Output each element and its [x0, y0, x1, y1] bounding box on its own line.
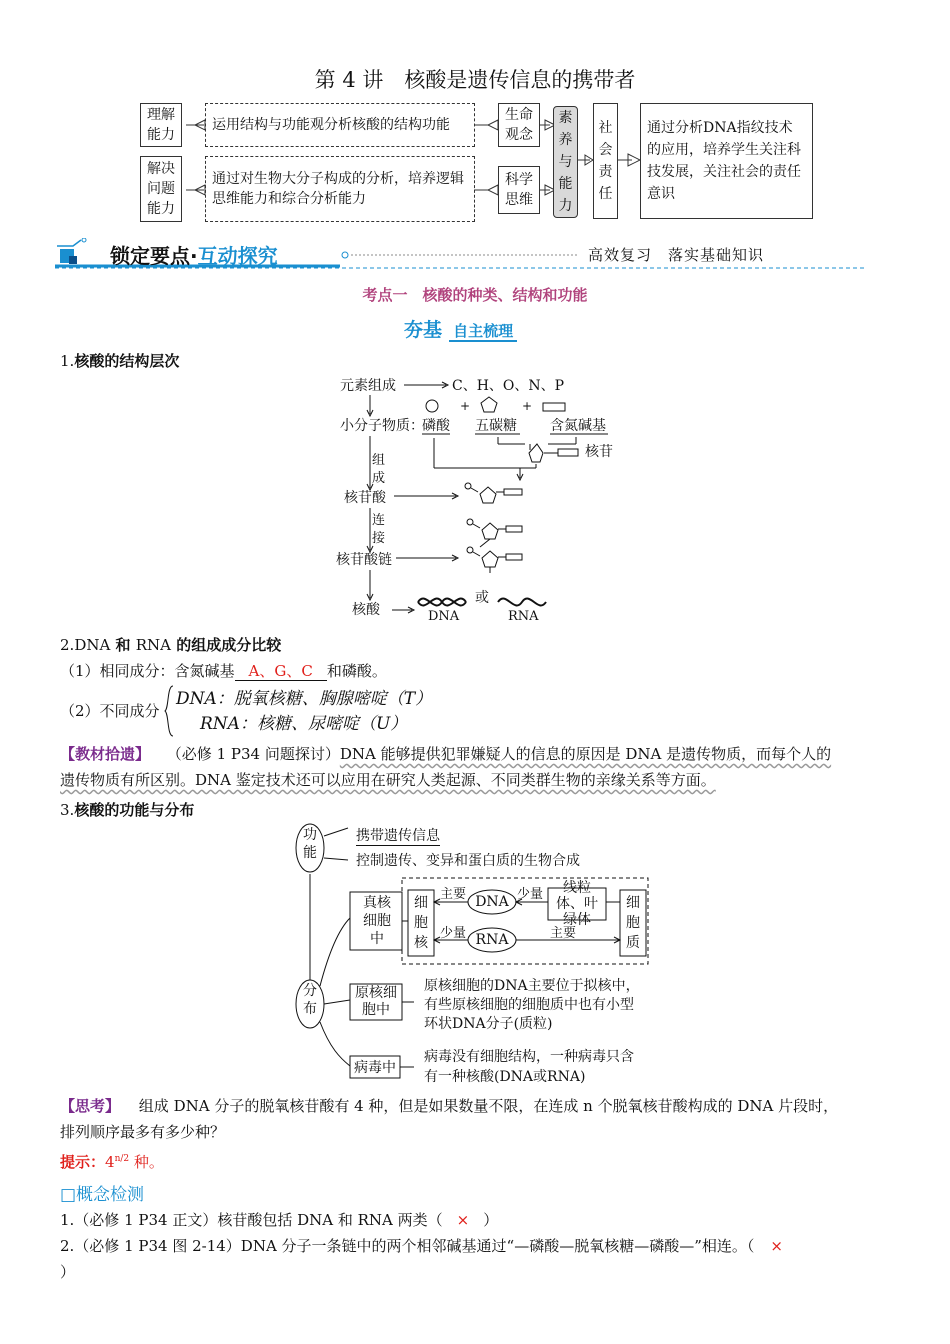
function-item-1: 携带遗传信息	[356, 825, 440, 846]
think-hint	[60, 1146, 164, 1175]
heading-function	[60, 799, 194, 820]
chain-label: 核苷酸链	[336, 552, 392, 568]
cytoplasm-label: 细胞质	[626, 895, 640, 951]
function-node: 功能	[303, 827, 317, 861]
heading-comparison-num: 2.	[60, 636, 75, 654]
prokaryote-text-2: 有些原核细胞的细胞质中也有小型	[424, 997, 634, 1013]
heading-structure-text: 核酸的结构层次	[74, 352, 180, 370]
page-title: 第 4 讲 核酸是遗传信息的携带者	[314, 68, 636, 92]
organelles-node: 线粒体、叶绿体	[556, 880, 598, 928]
banner-dot: ·	[190, 244, 198, 268]
objective-text-1: 运用结构与功能观分析核酸的结构功能	[205, 103, 475, 147]
small-molecule-label: 小分子物质：	[340, 418, 424, 434]
prokaryote-text-1: 原核细胞的DNA主要位于拟核中，	[424, 978, 640, 994]
heading-comparison-and: 和	[110, 636, 136, 654]
nucleus-label: 细胞核	[414, 895, 428, 951]
objective-text-2: 通过对生物大分子构成的分析，培养逻辑思维能力和综合分析能力	[205, 156, 475, 222]
think-line2: 排列顺序最多有多少种？	[60, 1123, 226, 1141]
label-social-responsibility: 社会责任	[593, 103, 618, 219]
plus-sign-2: +	[522, 399, 533, 413]
label-scientific-thinking: 科学思维	[498, 166, 540, 214]
think-tag: 【思考】	[60, 1097, 121, 1115]
banner-subtitle: 高效复习 落实基础知识	[588, 246, 765, 264]
label-life-concept: 生命观念	[498, 103, 540, 147]
distribution-node: 分布	[303, 983, 317, 1017]
main-label-2: 主要	[550, 926, 577, 941]
link-char-1: 连	[372, 513, 386, 528]
virus-text	[424, 1047, 634, 1087]
less-label-1: 少量	[440, 926, 467, 941]
dna-node: DNA	[475, 894, 509, 910]
textbook-note-2	[60, 767, 716, 793]
less-label-2: 少量	[517, 887, 544, 902]
label-literacy-ability: 素养与能力	[553, 106, 578, 218]
concept-title: □概念检测	[60, 1185, 145, 1205]
heading-function-text: 核酸的功能与分布	[74, 801, 195, 819]
main-label-1: 主要	[440, 887, 467, 902]
link-char-2: 接	[372, 531, 386, 546]
think-hint-base: 4	[105, 1153, 115, 1171]
prokaryote-text-3: 环状DNA分子(质粒)	[424, 1016, 553, 1032]
concept-q1	[60, 1207, 498, 1233]
prokaryote-label: 原核细胞中	[355, 985, 397, 1018]
badge-main: 夯基	[404, 319, 443, 341]
diff-brace	[163, 684, 175, 738]
concept-q2-answer: ×	[770, 1237, 783, 1255]
heading-comparison	[60, 634, 281, 655]
compose-char-1: 组	[372, 453, 386, 468]
virus-text-1: 病毒没有细胞结构，一种病毒只含	[424, 1049, 634, 1065]
heading-structure-num: 1.	[60, 352, 75, 370]
concept-q2	[60, 1233, 783, 1259]
topic-title: 考点一 核酸的种类、结构和功能	[362, 286, 588, 304]
think-block	[60, 1093, 900, 1119]
concept-q2-end: ）	[60, 1263, 76, 1281]
diff-rna-line: RNA：核糖、尿嘧啶（U）	[200, 714, 408, 734]
badge-sub: 自主梳理	[449, 322, 517, 342]
rna-node: RNA	[475, 932, 509, 948]
compose-char-2: 成	[372, 471, 386, 486]
virus-text-2: 有一种核酸(DNA或RNA)	[424, 1069, 586, 1085]
or-label: 或	[475, 590, 489, 606]
same-components-prefix: （1）相同成分：含氮碱基	[60, 662, 235, 680]
concept-q1-answer: ×	[456, 1211, 470, 1229]
nucleotide-label: 核苷酸	[344, 490, 386, 506]
textbook-note-tag: 【教材拾遗】	[60, 745, 151, 763]
concept-q1-text: 1.（必修 1 P34 正文）核苷酸包括 DNA 和 RNA 两类（	[60, 1211, 443, 1229]
function-item-2: 控制遗传、变异和蛋白质的生物合成	[356, 853, 580, 869]
section-badge	[404, 315, 517, 342]
heading-comparison-rna: RNA	[135, 636, 172, 654]
base-label: 含氮碱基	[550, 418, 606, 434]
banner-title	[110, 240, 278, 269]
textbook-note-source: （必修 1 P34 问题探讨）	[166, 745, 340, 763]
structure-diagram	[330, 370, 630, 630]
dna-label: DNA	[428, 609, 460, 624]
textbook-note	[60, 741, 890, 767]
banner-title-part1: 锁定要点	[110, 244, 190, 268]
concept-q1-end: ）	[483, 1211, 499, 1229]
objective-social-text: 通过分析DNA指纹技术的应用，培养学生关注科技发展，关注社会的责任意识	[640, 103, 813, 219]
elements-label: 元素组成	[340, 378, 396, 394]
banner-title-part2: 互动探究	[197, 244, 278, 268]
plus-sign-1: +	[460, 399, 471, 413]
nucleoside-label: 核苷	[585, 444, 613, 460]
eukaryote-label: 真核细胞中	[363, 895, 391, 947]
same-components-suffix: 和磷酸。	[326, 662, 387, 680]
nucleic-acid-label: 核酸	[352, 602, 380, 618]
label-understanding: 理解能力	[140, 103, 182, 147]
elements-list: C、H、O、N、P	[452, 378, 565, 394]
phosphate-label: 磷酸	[422, 418, 450, 434]
textbook-note-line2: 遗传物质有所区别。DNA 鉴定技术还可以应用在研究人类起源、不同类群生物的亲缘关系等方面。	[60, 771, 716, 789]
pentose-label: 五碳糖	[475, 418, 517, 434]
think-hint-tail: 种。	[129, 1153, 164, 1171]
textbook-note-line1: DNA 能够提供犯罪嫌疑人的信息的原因是 DNA 是遗传物质，而每个人的	[339, 745, 832, 763]
think-line1: 组成 DNA 分子的脱氧核苷酸有 4 种，但是如果数量不限，在连成 n 个脱氧核苷酸构成的 DNA 片段时，	[138, 1097, 839, 1115]
rna-label: RNA	[508, 609, 539, 624]
think-hint-exp: n/2	[114, 1154, 130, 1164]
prokaryote-text	[424, 977, 640, 1034]
diff-components-prefix: （2）不同成分	[60, 702, 160, 720]
heading-comparison-rest: 的组成成分比较	[171, 636, 282, 654]
diff-dna-line: DNA：脱氧核糖、胸腺嘧啶（T）	[176, 689, 433, 709]
heading-comparison-dna: DNA	[74, 636, 111, 654]
virus-label: 病毒中	[354, 1060, 396, 1076]
concept-q2-text: 2.（必修 1 P34 图 2-14）DNA 分子一条链中的两个相邻碱基通过“—磷酸—脱氧核糖—磷酸—”相连。（	[60, 1237, 755, 1255]
same-components	[60, 658, 387, 684]
think-hint-label: 提示：	[60, 1153, 106, 1171]
heading-structure	[60, 350, 179, 371]
same-components-answer: A、G、C	[235, 662, 327, 681]
heading-function-num: 3.	[60, 801, 75, 819]
label-problem-solving: 解决问题能力	[140, 156, 182, 222]
